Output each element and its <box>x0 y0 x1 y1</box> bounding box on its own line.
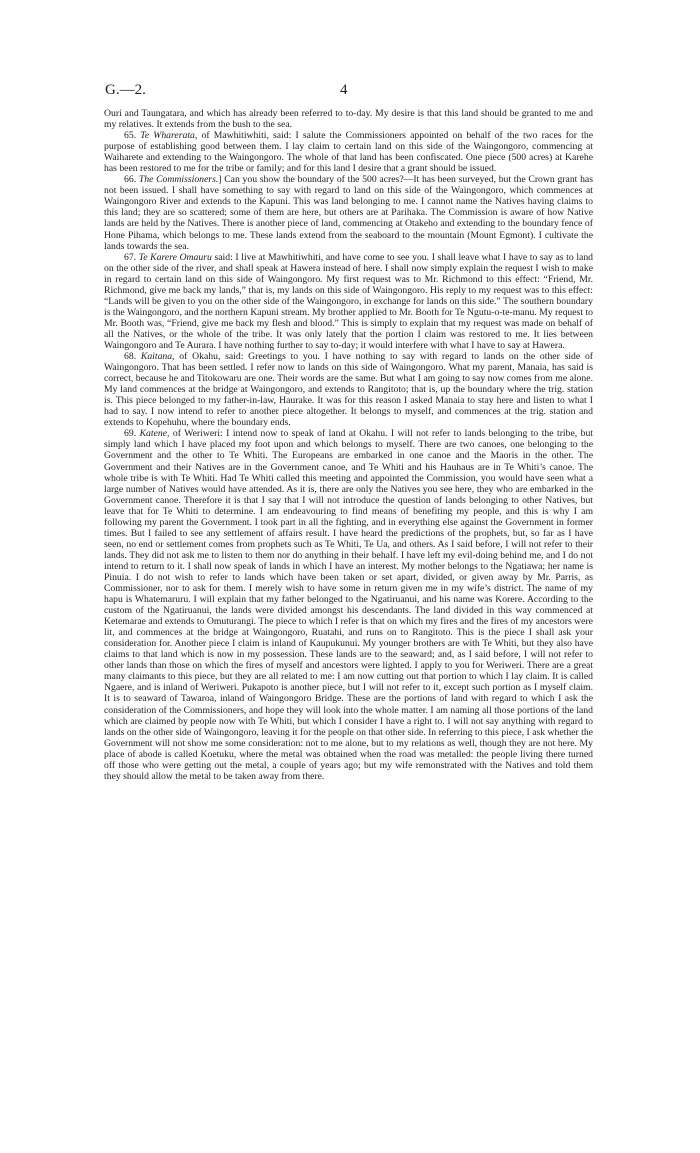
paragraph-text: of Okahu, said: Greetings to you. I have nothing to say with regard to lands on the other side of Waingongoro. That has been settled. I refer now to lands on this side of Waingongoro. What my parent, Manaia, has said is correct, because he and Titokowaru are one. Their words are the same. But what I am going to say now comes from me alone. My land commences at the bridge at Waingongoro, and extends to Rangitoto; that is, up the boundary where the trig. station is. This piece belonged to my father-in-law, Haurake. It was for this reason I asked Manaia to stay here and listen to what I had to say. I now intend to refer to another piece altogether. It belongs to myself, and commences at the trig. station and extends to Kopehuhu, where the boundary ends. <box>104 351 594 429</box>
paragraph-number: 65. <box>124 130 137 142</box>
page-number: 4 <box>340 82 348 98</box>
document-body <box>104 108 593 782</box>
paragraph-68 <box>104 351 593 428</box>
paragraph-number: 68. <box>124 351 137 363</box>
paragraph-intro <box>104 108 593 130</box>
speaker-name: Te Karere Omauru <box>138 251 212 263</box>
paragraph-65 <box>104 130 593 174</box>
paragraph-number: 66. <box>124 174 137 186</box>
paragraph-text: of Mawhitiwhiti, said: I salute the Commissioners appointed on behalf of the two races for the purpose of establishing good between them. I lay claim to certain land on this side of the Waingongoro, commencing at Waiharete and extending to the Waingongoro. The whole of that land has been confiscated. One piece (500 acres) at Karehe has been restored to me for the tribe or family; and for this land I desire that a grant should be issued. <box>104 130 594 175</box>
paragraph-text: ] Can you show the boundary of the 500 acres?—It has been surveyed, but the Crown grant has not been issued. I shall have something to say with regard to land on this side of the Waingongoro, which commences at Waingongoro River and extends to the Kapuni. This was land belonging to me. I cannot name the Natives having claims to this land; they are so scattered; some of them are here, but others are at Parihaka. The Commission is aware of how Native lands are held by the Natives. There is another piece of land, commencing at Otakeho and extending to the boundary fence of Hone Pihama, which belongs to me. These lands extend from the seaboard to the mountain (Mount Egmont). I cultivate the lands towards the sea. <box>104 174 593 252</box>
speaker-name: The Commissioners. <box>138 174 219 186</box>
paragraph-69 <box>104 428 593 782</box>
paragraph-67 <box>104 252 593 351</box>
paragraph-number: 69. <box>124 428 137 440</box>
document-code: G.—2. <box>105 82 146 98</box>
paragraph-text: Ouri and Taungatara, and which has already been referred to to-day. My desire is that this land should be granted to me and my relatives. It extends from the bush to the sea. <box>104 108 593 131</box>
speaker-name: Kaitana, <box>140 351 175 363</box>
speaker-name: Te Wharerata, <box>140 130 198 142</box>
speaker-name: Katene, <box>139 428 170 440</box>
paragraph-66 <box>104 174 593 251</box>
paragraph-text: of Weriweri: I intend now to speak of land at Okahu. I will not refer to lands belonging to the tribe, but simply land which I have placed my foot upon and which belongs to myself. There are two canoes, one belonging to the Government and the other to Te Whiti. The Europeans are embarked in one canoe and the Maoris in the other. The Government and their Natives are in the Government canoe, and Te Whiti and his Hauhaus are in Te Whiti’s canoe. The whole tribe is with Te Whiti. Had Te Whiti called this meeting and appointed the Commission, you would have seen what a large number of Natives would have attended. As it is, there are only the Natives you see here, they who are embarked in the Government canoe. Therefore it is that I say that I will not introduce the question of lands belonging to other Natives, but leave that for Te Whiti to determine. I am endeavouring to find means of benefiting my people, and this is why I am following my parent the Government. I took part in all the fighting, and in everything else against the Government in former times. But I failed to see any settlement of affairs result. I have heard the predictions of the prophets, but, so far as I have seen, no end or settlement comes from prophets such as Te Whiti, Te Ua, and others. As I said before, I will not refer to their lands. They did not ask me to listen to them nor do anything in their behalf. I have left my evil-doing behind me, and I do not intend to return to it. I shall now speak of lands in which I have an interest. My mother belongs to the Ngatiawa; her name is Pinuia. I do not wish to refer to lands which have been taken or set apart, divided, or given away by Mr. Parris, as Commissioner, nor to ask for them. I merely wish to have some in return given me in my wife’s district. The name of my hapu is Whatemaruru. I will explain that my father belonged to the Ngatiruanui, and his name was Korere. According to the custom of the Ngatiruanui, the lands were divided amongst his descendants. The land divided in this way commenced at Ketemarae and extends to Omuturangi. The piece to which I refer is that on which my fires and the fires of my ancestors were lit, and commences at the bridge at Waingongoro, Ruatahi, and runs on to Rangitoto. This is the piece I shall ask your consideration for. Another piece I claim is inland of Kaupukunui. My younger brothers are with Te Whiti, but they also have claims to that land which is now in my possession. These lands are to the seaward; and, as I said before, I will not refer to other lands than those on which the fires of myself and ancestors were lighted. I apply to you for Weriweri. There are a great many claimants to this piece, but they are all related to me: I am now cutting out that portion to which I lay claim. It is called Ngaere, and is inland of Weriweri. Pukapoto is another piece, but I will not refer to it, except such portion as I myself claim. It is to seaward of Tawaroa, inland of Waingongoro Bridge. These are the portions of land with regard to which I ask the consideration of the Commissioners, and hope they will look into the whole matter. I am naming all those portions of the land which are claimed by people now with Te Whiti, but which I consider I have a right to. I will not say anything with regard to lands on the other side of Waingongoro, leaving it for the people on that other side. In referring to this piece, I ask whether the Government will not show me some consideration: not to me alone, but to my relations as well, though they are not here. My place of abode is called Koetuku, where the metal was obtained when the road was metalled: the people living there turned off those who were getting out the metal, a couple of years ago; but my wife remonstrated with the Natives and told them they should allow the metal to be taken away from there. <box>104 428 594 782</box>
page-header <box>105 82 593 102</box>
paragraph-number: 67. <box>124 251 137 263</box>
paragraph-text: said: I live at Mawhitiwhiti, and have come to see you. I shall leave what I have to say as to land on the other side of the river, and shall speak at Hawera instead of here. I shall now simply explain the request I wish to make in regard to certain land on this side of Waingongoro. My first request was to Mr. Richmond to this effect: “Friend, Mr. Richmond, give me back my lands,” that is, my lands on this side of Waingongoro. His reply to my request was to this effect: “Lands will be given to you on the other side of the Waingongoro, in exchange for lands on this side.” The southern boundary is the Waingongoro, and the northern Kapuni stream. My brother applied to Mr. Booth for Te Ngutu-o-te-manu. My request to Mr. Booth was, “Friend, give me back my flesh and blood.” This is simply to explain that my request was made on behalf of all the Natives, or the whole of the tribe. It was only lately that the portion I claim was restored to me. It lies between Waingongoro and Te Aurara. I have nothing further to say to-day; it would interfere with what I have to say at Hawera. <box>104 251 594 351</box>
